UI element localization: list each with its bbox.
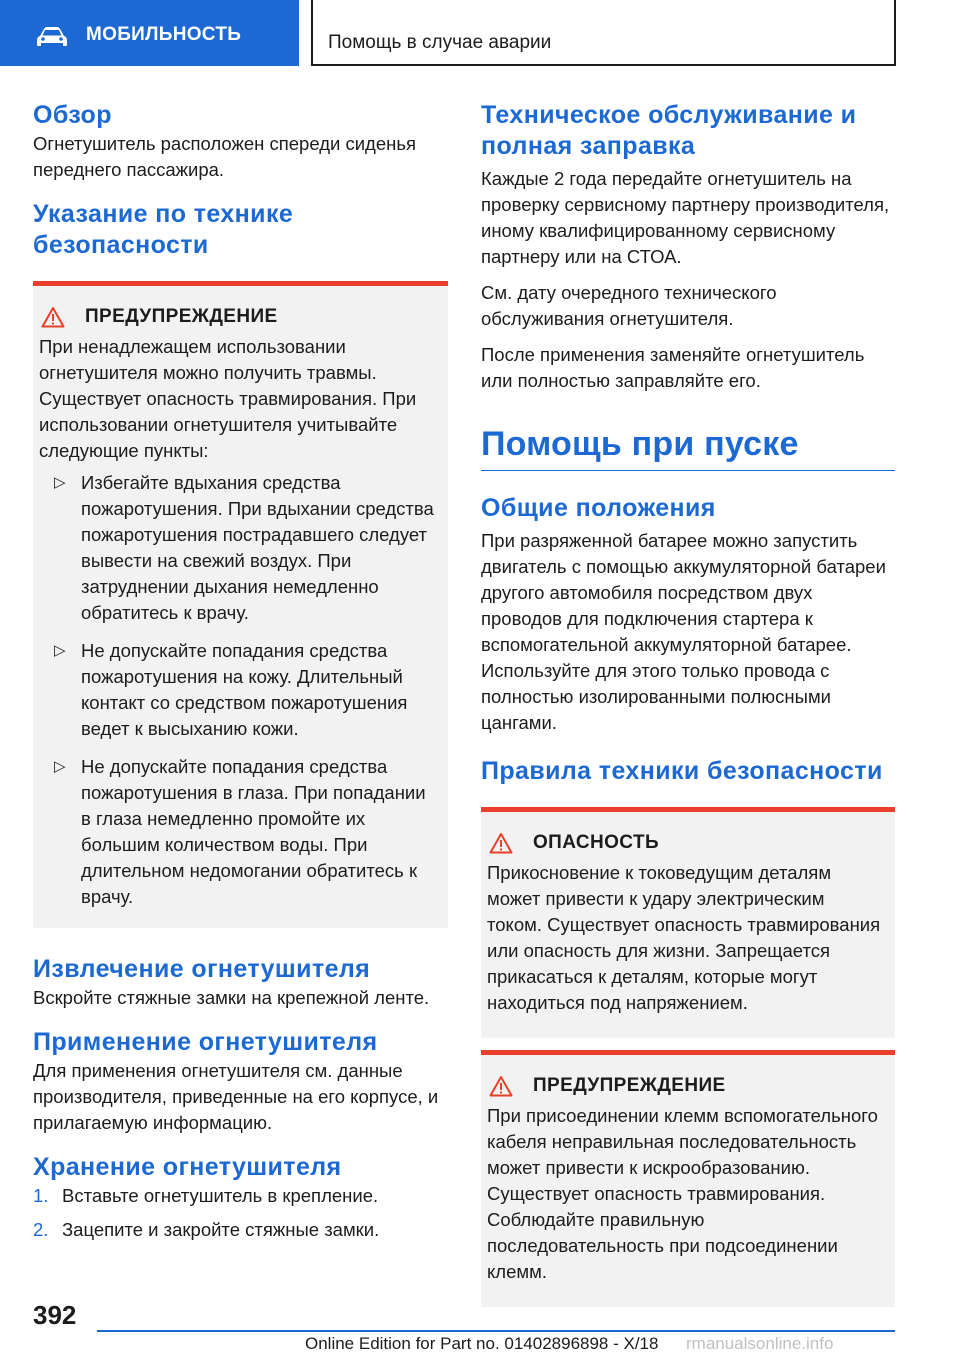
list-item: ▷ Не допускайте попадания средства пожаротушения в глаза. При попадании в глаза немедленно промойте их большим количеством воды. При длительном недомогании обратитесь к врачу. [39,754,436,910]
usage-text: Для применения огнетушителя см. данные производителя, приведенные на его корпусе, и прилагаемую информацию. [33,1060,439,1133]
warning-triangle-icon [489,1075,513,1097]
list-item: ▷ Избегайте вдыхания средства пожаротушения. При вдыхании средства пожаротушения пострадавшего следует вывести на свежий воздух. При затруднении дыхания немедленно обратитесь к врачу. [39,470,436,626]
footer-edition: Online Edition for Part no. 01402896898 - X/18 [305,1334,659,1353]
warning2-title-row [487,1075,883,1097]
removal-text: Вскройте стяжные замки на крепежной ленте. [33,987,430,1008]
right-column [481,100,896,1307]
warning-box [33,281,448,928]
storage-steps [33,1183,448,1243]
danger-text: Прикосновение к токоведущим деталям может привести к удару электрическим током. Существует опасность травмирования или опасность для жизни. Запрещается прикасаться к деталям, которые могут находиться под напряжением. [487,862,881,1013]
warning-title-row [39,306,436,328]
chapter-title: МОБИЛЬНОСТЬ [86,24,242,45]
danger-title-row [487,832,883,854]
maintenance-text-1: Каждые 2 года передайте огнетушитель на проверку сервисному партнеру производителя, иному квалифицированному сервисному партнеру или на СТОА. [481,168,890,267]
safety-heading: Указание по технике безопасности [33,200,294,259]
jump-start-heading: Помощь при пуске [481,425,799,463]
storage-heading: Хранение огнетушителя [33,1153,342,1181]
removal-heading: Извлечение огнетушителя [33,955,371,983]
list-item: 1. Вставьте огнетушитель в крепление. [33,1185,379,1206]
danger-title: ОПАСНОСТЬ [533,832,660,853]
general-heading: Общие положения [481,494,716,522]
warning2-title: ПРЕДУПРЕЖДЕНИЕ [533,1075,726,1096]
usage-heading: Применение огнетушителя [33,1028,378,1056]
car-icon [36,26,68,48]
page-header [0,0,960,66]
danger-box [481,807,895,1038]
general-text: При разряженной батарее можно запустить двигатель с помощью аккумуляторной батареи другого автомобиля посредством двух проводов для подключения стартера к вспомогательной аккумуляторной батарее. Используйте для этого только провода с полностью изолированными полюсными цангами. [481,530,886,733]
chapter-tab[interactable] [0,0,299,66]
warning-triangle-icon [41,306,65,328]
overview-text: Огнетушитель расположен спереди сиденья переднего пассажира. [33,133,417,180]
page-number: 392 [33,1300,77,1330]
warning-triangle-icon [489,832,513,854]
warning-list [39,470,436,910]
overview-heading: Обзор [33,101,112,129]
bullet-triangle-icon: ▷ [54,642,66,659]
warning-text: При ненадлежащем использовании огнетушителя можно получить травмы. Существует опасность травмирования. При использовании огнетушителя учитывайте следующие пункты: [39,336,417,461]
list-item: 2. Зацепите и закройте стяжные замки. [33,1219,380,1240]
maintenance-text-2: См. дату очередного технического обслуживания огнетушителя. [481,282,777,329]
warning-title: ПРЕДУПРЕЖДЕНИЕ [85,306,278,327]
rules-heading: Правила техники безопасности [481,757,883,785]
footer-watermark: rmanualsonline.info [686,1334,834,1353]
bullet-triangle-icon: ▷ [54,758,66,775]
warning-box-2 [481,1050,895,1307]
section-header [311,0,896,66]
footer-divider [97,1330,895,1332]
bullet-triangle-icon: ▷ [54,474,66,491]
left-column [33,100,448,1251]
section-title: Помощь в случае аварии [328,32,552,53]
jump-start-heading-wrap [481,424,895,471]
maintenance-text-3: После применения заменяйте огнетушитель или полностью заправляйте его. [481,344,865,391]
list-item: ▷ Не допускайте попадания средства пожаротушения на кожу. Длительный контакт со средством пожаротушения ведет к высыханию кожи. [39,638,436,742]
maintenance-heading: Техническое обслуживание и полная заправка [481,101,857,160]
warning2-text: При присоединении клемм вспомогательного кабеля неправильная последовательность может привести к искрообразованию. Существует опасность травмирования. Соблюдайте правильную последовательность при подсоединении клемм. [487,1105,878,1282]
